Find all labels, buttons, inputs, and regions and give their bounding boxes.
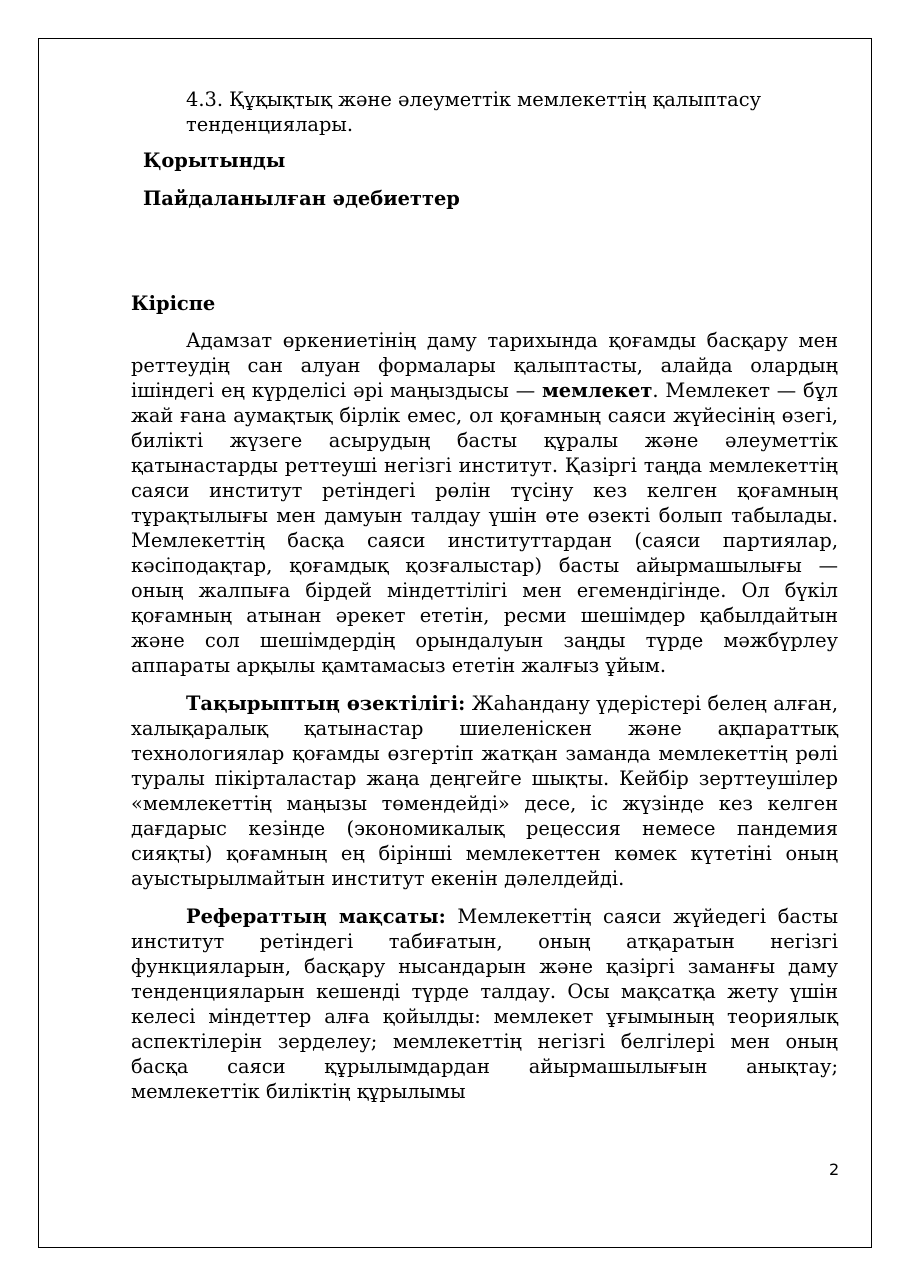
document-body	[131, 87, 838, 1117]
intro-p1-text-a: Адамзат өркениетінің даму тарихында қоғамды басқару мен реттеудің сан алуан формалары қалыптасты, алайда олардың ішіндегі ең күрделісі әрі маңыздысы —	[131, 329, 838, 402]
intro-paragraph-1	[131, 328, 838, 678]
toc-references: Пайдаланылған әдебиеттер	[143, 187, 460, 210]
intro-paragraph-relevance	[131, 691, 838, 891]
intro-p1-bold-term: мемлекет	[541, 379, 653, 402]
goal-text: Мемлекеттің саяси жүйедегі басты институт ретіндегі табиғатын, оның атқаратын негізгі функцияларын, басқару нысандарын және қазіргі заманғы даму тенденцияларын кешенді түрде талдау. Осы мақсатқа жету үшін келесі міндеттер алға қойылды: мемлекет ұғымының теориялық аспектілерін зерделеу; мемлекеттің негізгі белгілері мен оның басқа саяси құрылымдардан айырмашылығын анықтау; мемлекеттік биліктің құрылымы	[131, 905, 839, 1103]
intro-p1-text-b: . Мемлекет — бұл жай ғана аумақтық бірлік емес, ол қоғамның саяси жүйесінің өзегі, билікті жүзеге асырудың басты құралы және әлеуметтік қатынастарды реттеуші негізгі институт. Қазіргі таңда мемлекеттің саяси институт ретіндегі рөлін түсіну кез келген қоғамның тұрақтылығы мен дамуын талдау үшін өте өзекті болып табылады. Мемлекеттің басқа саяси институттардан (саяси партиялар, кәсіподақтар, қоғамдық қозғалыстар) басты айырмашылығы — оның жалпыға бірдей міндеттілігі мен егемендігінде. Ол бүкіл қоғамның атынан әрекет ететін, ресми шешімдер қабылдайтын және сол шешімдердің орындалуын заңды түрде мәжбүрлеу аппараты арқылы қамтамасыз ететін жалғыз ұйым.	[131, 379, 838, 677]
toc-conclusion: Қорытынды	[143, 149, 286, 172]
relevance-label: Тақырыптың өзектілігі:	[186, 692, 466, 715]
page-number: 2	[829, 1160, 840, 1179]
intro-heading: Кіріспе	[131, 292, 216, 315]
toc-item-4-3: 4.3. Құқықтық және әлеуметтік мемлекеттің қалыптасу тенденциялары.	[186, 88, 762, 136]
goal-label: Рефераттың мақсаты:	[186, 905, 446, 928]
relevance-text: Жаһандану үдерістері белең алған, халықаралық қатынастар шиеленіскен және ақпараттық технологиялар қоғамды өзгертіп жатқан заманда мемлекеттің рөлі туралы пікірталастар жаңа деңгейге шықты. Кейбір зерттеушілер «мемлекеттің маңызы төмендейді» десе, іс жүзінде кез келген дағдарыс кезінде (экономикалық рецессия немесе пандемия сияқты) қоғамның ең бірінші мемлекеттен көмек күтетіні оның ауыстырылмайтын институт екенін дәлелдейді.	[131, 692, 838, 890]
intro-paragraph-goal	[131, 904, 838, 1104]
